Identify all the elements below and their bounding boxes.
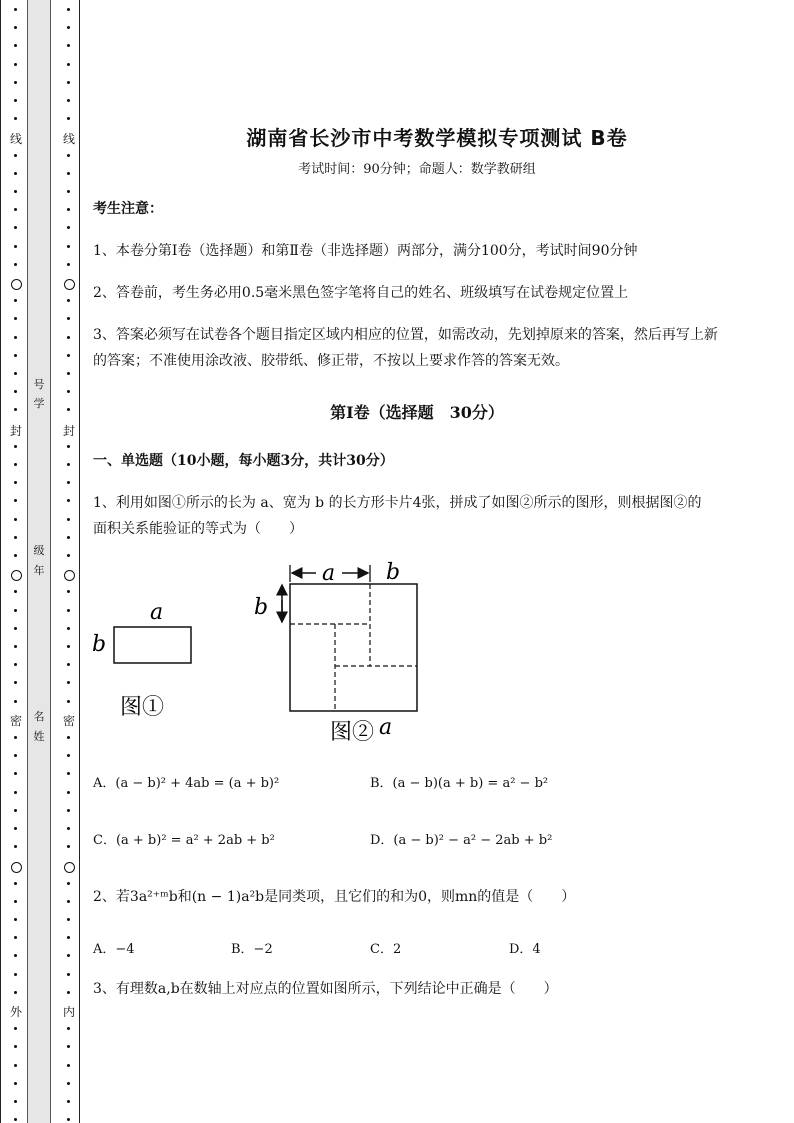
outer-mark-feng: 封 xyxy=(9,424,22,438)
binding-dot xyxy=(14,900,17,903)
inner-mark-nei: 内 xyxy=(62,1005,75,1019)
binding-dot xyxy=(14,463,17,466)
binding-dot xyxy=(14,954,17,957)
q2-option-c[interactable]: C．2 xyxy=(370,942,402,957)
notice-item: 2、答卷前，考生务必用0.5毫米黑色签字笔将自己的姓名、班级填写在试卷规定位置上 xyxy=(93,285,629,301)
binding-dot xyxy=(67,99,70,102)
inner-mark-feng: 封 xyxy=(62,424,75,438)
binding-dot xyxy=(14,609,17,612)
figure-1 xyxy=(88,598,208,728)
binding-dot xyxy=(67,681,70,684)
binding-dot xyxy=(14,663,17,666)
binding-dot xyxy=(14,117,17,120)
binding-dot xyxy=(67,208,70,211)
fig2-var-a-bottom: a xyxy=(379,715,393,740)
part-heading: 一、单选题（10小题，每小题3分，共计30分） xyxy=(93,453,394,469)
binding-dot xyxy=(14,791,17,794)
binding-dot xyxy=(14,63,17,66)
inner-mark-mi: 密 xyxy=(62,714,75,728)
binding-dot xyxy=(14,336,17,339)
fig2-var-b-top: b xyxy=(386,560,401,585)
binding-dot xyxy=(67,481,70,484)
binding-dot xyxy=(67,1045,70,1048)
binding-dot xyxy=(67,245,70,248)
label-ming: 名 xyxy=(33,710,45,723)
inner-circle xyxy=(64,279,75,290)
inner-mark-xian: 线 xyxy=(62,132,75,146)
binding-dot xyxy=(14,681,17,684)
inner-circle xyxy=(64,570,75,581)
q1-option-d[interactable]: D．(a − b)² − a² − 2ab + b² xyxy=(370,833,553,848)
inner-circle xyxy=(64,862,75,873)
binding-dot xyxy=(14,499,17,502)
binding-dot xyxy=(67,44,70,47)
binding-dot xyxy=(67,463,70,466)
binding-dot xyxy=(67,954,70,957)
binding-dot xyxy=(14,263,17,266)
q2-option-d[interactable]: D．4 xyxy=(509,942,541,957)
binding-dot xyxy=(14,8,17,11)
notice-item: 1、本卷分第I卷（选择题）和第Ⅱ卷（非选择题）两部分，满分100分，考试时间90分钟 xyxy=(93,243,638,259)
binding-dot xyxy=(14,1045,17,1048)
binding-dot xyxy=(67,26,70,29)
fig2-caption: 图② xyxy=(330,720,375,745)
binding-dot xyxy=(67,390,70,393)
binding-dot xyxy=(67,336,70,339)
binding-dot xyxy=(67,663,70,666)
binding-dot xyxy=(14,1082,17,1085)
binding-dot xyxy=(14,518,17,521)
outer-mark-mi: 密 xyxy=(9,714,22,728)
binding-dot xyxy=(67,445,70,448)
binding-dot xyxy=(67,554,70,557)
notice-item: 3、答案必须写在试卷各个题目指定区域内相应的位置，如需改动，先划掉原来的答案，然后再写上新 xyxy=(93,327,718,343)
binding-dot xyxy=(67,1027,70,1030)
binding-dot xyxy=(67,1064,70,1067)
binding-dot xyxy=(67,499,70,502)
binding-dot xyxy=(67,645,70,648)
binding-dot xyxy=(67,299,70,302)
binding-dot xyxy=(67,154,70,157)
binding-dot xyxy=(14,372,17,375)
binding-dot xyxy=(14,991,17,994)
fig1-caption: 图① xyxy=(120,695,165,720)
q3-text: 3、有理数a,b在数轴上对应点的位置如图所示，下列结论中正确是（ ） xyxy=(93,981,558,997)
binding-dot xyxy=(67,590,70,593)
binding-dot xyxy=(67,700,70,703)
binding-dot xyxy=(14,445,17,448)
binding-dot xyxy=(67,991,70,994)
binding-dot xyxy=(14,554,17,557)
binding-dot xyxy=(14,645,17,648)
binding-dot xyxy=(14,26,17,29)
binding-dot xyxy=(14,754,17,757)
q1-option-a[interactable]: A．(a − b)² + 4ab = (a + b)² xyxy=(93,776,280,791)
binding-dot xyxy=(67,518,70,521)
binding-dot xyxy=(67,8,70,11)
binding-dot xyxy=(14,245,17,248)
outer-circle xyxy=(11,570,22,581)
q2-text: 2、若3a²⁺ᵐb和(n − 1)a²b是同类项，且它们的和为0，则mn的值是（ ） xyxy=(93,889,576,905)
outer-mark-xian: 线 xyxy=(9,132,22,146)
binding-dot xyxy=(14,99,17,102)
outer-circle xyxy=(11,279,22,290)
binding-dot xyxy=(14,845,17,848)
binding-dot xyxy=(67,736,70,739)
notice-item: 的答案；不准使用涂改液、胶带纸、修正带，不按以上要求作答的答案无效。 xyxy=(93,353,569,369)
binding-dot xyxy=(67,609,70,612)
outer-mark-wai: 外 xyxy=(9,1005,22,1019)
fig1-var-b: b xyxy=(92,632,107,657)
binding-dot xyxy=(67,226,70,229)
binding-dot xyxy=(67,845,70,848)
binding-dot xyxy=(67,536,70,539)
binding-dot xyxy=(14,700,17,703)
exam-subtitle: 考试时间：90分钟；命题人：数学教研组 xyxy=(298,162,536,177)
binding-dot xyxy=(14,736,17,739)
binding-dot xyxy=(67,354,70,357)
binding-dot xyxy=(14,973,17,976)
binding-dot xyxy=(14,1100,17,1103)
binding-dot xyxy=(67,117,70,120)
binding-dot xyxy=(67,263,70,266)
binding-dot xyxy=(67,1082,70,1085)
binding-dot xyxy=(67,882,70,885)
fig2-outer-square xyxy=(290,584,417,711)
binding-dot xyxy=(67,973,70,976)
fig2-dashed-lines xyxy=(290,584,417,711)
binding-dot xyxy=(14,81,17,84)
binding-dot xyxy=(14,809,17,812)
binding-dot xyxy=(14,1118,17,1121)
binding-dot xyxy=(67,772,70,775)
binding-dot xyxy=(14,390,17,393)
binding-dot xyxy=(67,81,70,84)
binding-dot xyxy=(14,481,17,484)
binding-dot xyxy=(14,918,17,921)
binding-dot xyxy=(67,190,70,193)
q1-option-b[interactable]: B．(a − b)(a + b) = a² − b² xyxy=(370,776,549,791)
binding-dot xyxy=(14,536,17,539)
binding-dot xyxy=(67,754,70,757)
fig1-rectangle xyxy=(114,627,191,663)
binding-dot xyxy=(67,1100,70,1103)
binding-dot xyxy=(14,590,17,593)
label-hao: 号 xyxy=(33,378,45,391)
binding-dot xyxy=(14,299,17,302)
binding-dot xyxy=(14,882,17,885)
binding-dot xyxy=(14,226,17,229)
binding-dot xyxy=(67,809,70,812)
q1-text-line1: 1、利用如图①所示的长为 a、宽为 b 的长方形卡片4张，拼成了如图②所示的图形，则根据图②的 xyxy=(93,495,702,511)
binding-dot xyxy=(14,772,17,775)
section-title: 第I卷（选择题 30分） xyxy=(330,403,504,422)
binding-dot xyxy=(14,1064,17,1067)
q1-text-line2: 面积关系能验证的等式为（ ） xyxy=(93,521,303,537)
binding-dot xyxy=(67,63,70,66)
binding-dot xyxy=(67,627,70,630)
binding-dot xyxy=(67,372,70,375)
q1-option-c[interactable]: C．(a + b)² = a² + 2ab + b² xyxy=(93,833,275,848)
outer-circle xyxy=(11,862,22,873)
binding-dot xyxy=(14,1027,17,1030)
label-xue: 学 xyxy=(33,397,45,410)
figure-2 xyxy=(246,556,436,750)
fig1-var-a: a xyxy=(150,600,164,625)
label-xing: 姓 xyxy=(33,730,45,743)
binding-dot xyxy=(67,827,70,830)
binding-dot xyxy=(14,936,17,939)
label-ji: 级 xyxy=(33,544,45,557)
binding-dot xyxy=(14,44,17,47)
binding-dot xyxy=(67,918,70,921)
binding-dot xyxy=(14,317,17,320)
binding-dot xyxy=(14,354,17,357)
binding-dot xyxy=(14,827,17,830)
binding-dot xyxy=(14,154,17,157)
binding-dot xyxy=(67,317,70,320)
q2-option-a[interactable]: A．−4 xyxy=(93,942,135,957)
binding-dot xyxy=(14,627,17,630)
binding-dot xyxy=(67,1118,70,1121)
fig2-var-a: a xyxy=(322,561,336,586)
label-nian: 年 xyxy=(33,564,45,577)
fig2-var-b-left: b xyxy=(254,595,269,620)
binding-dot xyxy=(67,791,70,794)
notice-heading: 考生注意： xyxy=(93,201,163,217)
binding-dot xyxy=(14,208,17,211)
binding-dot xyxy=(67,900,70,903)
binding-dot xyxy=(14,190,17,193)
q2-option-b[interactable]: B．−2 xyxy=(231,942,273,957)
exam-title: 湖南省长沙市中考数学模拟专项测试 B卷 xyxy=(246,126,628,150)
binding-dot xyxy=(67,936,70,939)
